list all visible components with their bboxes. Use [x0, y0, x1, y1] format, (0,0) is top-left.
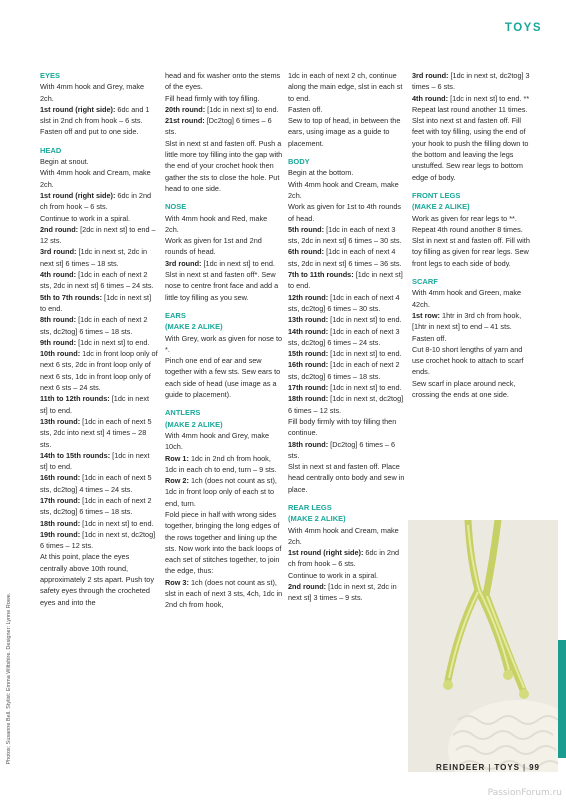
- footer-title: REINDEER: [435, 763, 486, 772]
- column-3: [288, 70, 406, 604]
- paragraph: Pinch one end of ear and sew together with a few sts. Sew ears to each side of head (use image as a guide to placement).: [165, 356, 281, 400]
- instruction: 4th round: [1dc in next st] to end. **: [412, 93, 530, 103]
- instruction: 1st row: 1htr in 3rd ch from hook, [1htr in next st] to end – 41 sts.: [412, 310, 522, 332]
- instruction: 16th round: [1dc in each of next 2 sts, dc2tog] 6 times – 18 sts.: [288, 360, 400, 381]
- column-4: [412, 70, 530, 400]
- instruction: 5th round: [1dc in each of next 3 sts, 2dc in next st] 6 times – 30 sts.: [288, 224, 402, 246]
- paragraph: At this point, place the eyes centrally above 10th round, approximately 2 sts apart. Push toy safety eyes through the crocheted eyes and into the: [40, 552, 154, 607]
- section-heading-front-legs: FRONT LEGS (MAKE 2 ALIKE): [412, 190, 470, 212]
- instruction: 17th round: [1dc in each of next 2 sts, dc2tog] 6 times – 18 sts.: [40, 495, 152, 517]
- section-heading-nose: NOSE: [165, 202, 187, 212]
- section-heading-antlers: ANTLERS (MAKE 2 ALIKE): [165, 408, 223, 429]
- page-edge-tab: [558, 640, 566, 758]
- paragraph: Fill body firmly with toy filling then continue.: [288, 416, 397, 438]
- section-heading-ears: EARS (MAKE 2 ALIKE): [165, 310, 223, 332]
- instruction: 13th round: [1dc in next st] to end.: [288, 315, 402, 325]
- instruction: 12th round: [1dc in each of next 4 sts, dc2tog] 6 times – 30 sts.: [288, 292, 400, 313]
- paragraph: Repeat 4th round another 8 times.: [412, 224, 523, 234]
- paragraph: Fasten off and put to one side.: [40, 127, 139, 137]
- paragraph: Fold piece in half with wrong sides together, bringing the long edges of the rows together and lining up the sts. Now work into the back loops of each set of stitches together, to join the edge, thus:: [165, 509, 282, 576]
- instruction: 2nd round: [1dc in next st, 2dc in next st] 3 times – 9 sts.: [288, 582, 397, 603]
- instruction: 14th round: [1dc in each of next 3 sts, dc2tog] 6 times – 24 sts.: [288, 326, 400, 347]
- instruction: 11th to 12th rounds: [1dc in next st] to end.: [40, 394, 150, 415]
- instruction: 16th round: [1dc in each of next 5 sts, dc2tog] 4 times – 24 sts.: [40, 473, 152, 494]
- paragraph: Slst in next st and fasten off. Fill with toy filling as given for rear legs. Sew front legs to each side of body.: [412, 236, 530, 268]
- paragraph: Begin at the bottom.: [288, 168, 354, 178]
- paragraph: With 4mm hook and Cream, make 2ch.: [40, 168, 151, 189]
- paragraph: Continue to work in a spiral.: [40, 213, 131, 223]
- instruction: 13th round: [1dc in each of next 5 sts, 2dc into next st] 4 times – 28 sts.: [40, 416, 152, 449]
- instruction: 10th round: 1dc in front loop only of next 6 sts, 2dc in front loop only of next 6 sts, 1dc in front loop only of next 6 sts – 24 sts.: [40, 349, 158, 393]
- paragraph: 1dc in each of next 2 ch, continue along the main edge, slst in each st to end.: [288, 71, 403, 103]
- instruction: 21st round: [Dc2tog] 6 times – 6 sts.: [165, 116, 272, 137]
- instruction: 18th round: [Dc2tog] 6 times – 6 sts.: [288, 439, 396, 460]
- instruction: 18th round: [1dc in next st, dc2tog] 6 times – 12 sts.: [288, 394, 404, 415]
- section-heading-rear-legs: REAR LEGS (MAKE 2 ALIKE): [288, 502, 346, 524]
- instruction: 2nd round: [2dc in next st] to end – 12 sts.: [40, 224, 156, 246]
- paragraph: With 4mm hook and Grey, make 10ch.: [165, 430, 270, 452]
- paragraph: Fasten off.: [288, 104, 323, 114]
- paragraph: Cut 8-10 short lengths of yarn and use crochet hook to attach to scarf ends.: [412, 344, 524, 377]
- paragraph: Continue to work in a spiral.: [288, 570, 379, 580]
- column-1: [40, 70, 158, 608]
- instruction: 18th round: [1dc in next st] to end.: [40, 518, 154, 528]
- instruction: 3rd round: [1dc in next st, dc2tog] 3 times – 6 sts.: [412, 71, 530, 92]
- paragraph: With 4mm hook and Cream, make 2ch.: [288, 179, 399, 200]
- instruction: 20th round: [1dc in next st] to end.: [165, 104, 279, 114]
- instruction: 8th round: [1dc in each of next 2 sts, dc2tog] 6 times – 18 sts.: [40, 315, 148, 336]
- paragraph: Work as given for 1st to 4th rounds of head.: [288, 202, 402, 223]
- paragraph: Slst into next st and fasten off. Fill feet with toy filling, using the end of your hook to push the filling down to the bottom and leaving the legs unstuffed. Sew rear legs to bottom edge of body.: [412, 116, 529, 182]
- paragraph: With 4mm hook and Grey, make 2ch.: [40, 82, 145, 103]
- photo-credit: Photos: Susanne Bell. Stylist: Emma Wiltshire. Designer: Lynne Rowe.: [6, 592, 12, 764]
- section-heading-scarf: SCARF: [412, 277, 438, 287]
- paragraph: With 4mm hook and Cream, make 2ch.: [288, 525, 399, 546]
- paragraph: Slst in next st and fasten off*. Sew nose to centre front face and add a little toy filling as you sew.: [165, 270, 279, 302]
- page-footer: REINDEER | TOYS | 99: [435, 763, 540, 772]
- instruction: 1st round (right side): 6dc in 2nd ch from hook – 6 sts.: [40, 190, 152, 212]
- section-heading-eyes: EYES: [40, 71, 61, 80]
- instruction: 9th round: [1dc in next st] to end.: [40, 337, 150, 347]
- instruction: 1st round (right side): 6dc in 2nd ch from hook – 6 sts.: [288, 548, 400, 569]
- instruction: 7th to 11th rounds: [1dc in next st] to end.: [288, 270, 403, 291]
- paragraph: Work as given for rear legs to **.: [412, 213, 517, 223]
- instruction: 4th round: [1dc in each of next 2 sts, 2dc in next st] 6 times – 24 sts.: [40, 270, 154, 291]
- paragraph: Work as given for 1st and 2nd rounds of head.: [165, 236, 262, 257]
- scarf-illustration: [408, 520, 558, 772]
- paragraph: Fasten off.: [412, 333, 447, 343]
- watermark: PassionForum.ru: [487, 788, 562, 798]
- paragraph: head and fix washer onto the stems of the eyes.: [165, 71, 281, 92]
- paragraph: Slst in next st and fasten off. Place head centrally onto body and sew in place.: [288, 462, 405, 494]
- instruction: 3rd round: [1dc in next st, 2dc in next st] 6 times – 18 sts.: [40, 247, 148, 268]
- column-2: [165, 70, 283, 611]
- paragraph: With Grey, work as given for nose to *.: [165, 333, 283, 354]
- paragraph: Sew to top of head, in between the ears, using image as a guide to placement.: [288, 116, 401, 148]
- paragraph: With 4mm hook and Green, make 42ch.: [412, 288, 522, 309]
- instruction: 19th round: [1dc in next st, dc2tog] 6 times – 12 sts.: [40, 529, 156, 551]
- paragraph: With 4mm hook and Red, make 2ch.: [165, 213, 268, 234]
- instruction: 17th round: [1dc in next st] to end.: [288, 383, 402, 393]
- page-number: 99: [529, 763, 540, 772]
- paragraph: Repeat last round another 11 times.: [412, 104, 528, 114]
- paragraph: Sew scarf in place around neck, crossing the ends at one side.: [412, 378, 516, 400]
- section-heading-body: BODY: [288, 157, 310, 167]
- instruction: 1st round (right side): 6dc and 1 slst in 2nd ch from hook – 6 sts.: [40, 104, 150, 126]
- paragraph: Slst in next st and fasten off. Push a little more toy filling into the gap with the end of your crochet hook then gather the sts to close the hole. Put head to one side.: [165, 138, 283, 193]
- section-label: TOYS: [504, 22, 542, 34]
- instruction: Row 2: 1ch (does not count as st), 1dc in front loop only of each st to end, turn.: [165, 476, 277, 508]
- instruction: 5th to 7th rounds: [1dc in next st] to end.: [40, 292, 152, 313]
- footer-section: TOYS: [494, 763, 521, 772]
- paragraph: Begin at snout.: [40, 157, 89, 167]
- instruction: Row 3: 1ch (does not count as st), slst in each of next 3 sts, 4ch, 1dc in 2nd ch from hook,: [165, 577, 283, 610]
- instruction: 6th round: [1dc in each of next 4 sts, 2dc in next st] 6 times – 36 sts.: [288, 247, 402, 268]
- section-heading-head: HEAD: [40, 145, 62, 155]
- instruction: 3rd round: [1dc in next st] to end.: [165, 258, 275, 268]
- scarf-photo: [408, 520, 558, 772]
- instruction: Row 1: 1dc in 2nd ch from hook, 1dc in each ch to end, turn – 9 sts.: [165, 453, 277, 474]
- instruction: 14th to 15th rounds: [1dc in next st] to end.: [40, 450, 150, 472]
- paragraph: Fill head firmly with toy filling.: [165, 93, 260, 103]
- instruction: 15th round: [1dc in next st] to end.: [288, 349, 402, 359]
